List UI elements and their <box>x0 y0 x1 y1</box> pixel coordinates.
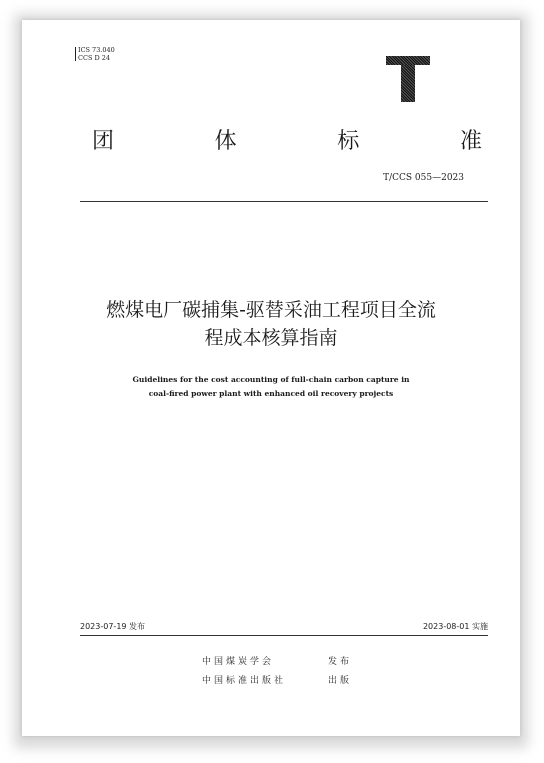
publisher-role: 发布 <box>328 657 353 667</box>
classification-codes <box>78 46 115 62</box>
bottom-divider <box>80 635 488 636</box>
standard-type-heading <box>92 124 482 154</box>
english-title <box>62 373 480 401</box>
implementation-date: 2023-08-01 实施 <box>422 622 488 631</box>
t-logo-crossbar <box>386 56 430 65</box>
publisher-name: 中国煤炭学会 <box>202 657 275 667</box>
chinese-title <box>62 296 480 352</box>
publisher-row <box>202 672 352 691</box>
publisher-row <box>202 653 352 672</box>
standard-type-char: 体 <box>214 129 237 154</box>
document-cover-page <box>22 20 520 736</box>
standard-number: T/CCS 055—2023 <box>383 173 464 183</box>
chinese-title-line-1: 燃煤电厂碳捕集-驱替采油工程项目全流 <box>106 299 436 321</box>
top-divider <box>80 201 488 202</box>
chinese-title-line-2: 程成本核算指南 <box>204 327 338 349</box>
standard-type-char: 准 <box>459 129 482 154</box>
standard-type-char: 团 <box>92 129 115 154</box>
publisher-name: 中国标准出版社 <box>202 676 287 686</box>
ccs-code: CCS D 24 <box>78 54 111 62</box>
issue-date: 2023-07-19 发布 <box>80 622 146 631</box>
t-logo-stem <box>401 65 415 102</box>
standard-type-char: 标 <box>337 129 360 154</box>
code-bracket <box>75 47 76 61</box>
english-title-line-1: Guidelines for the cost accounting of full-chain carbon capture in <box>132 375 410 384</box>
ics-code: ICS 73.040 <box>78 46 115 54</box>
publisher-role: 出版 <box>328 676 353 686</box>
publisher-block <box>202 653 352 691</box>
english-title-line-2: coal-fired power plant with enhanced oil recovery projects <box>148 389 394 398</box>
standard-t-logo-icon <box>386 56 430 102</box>
